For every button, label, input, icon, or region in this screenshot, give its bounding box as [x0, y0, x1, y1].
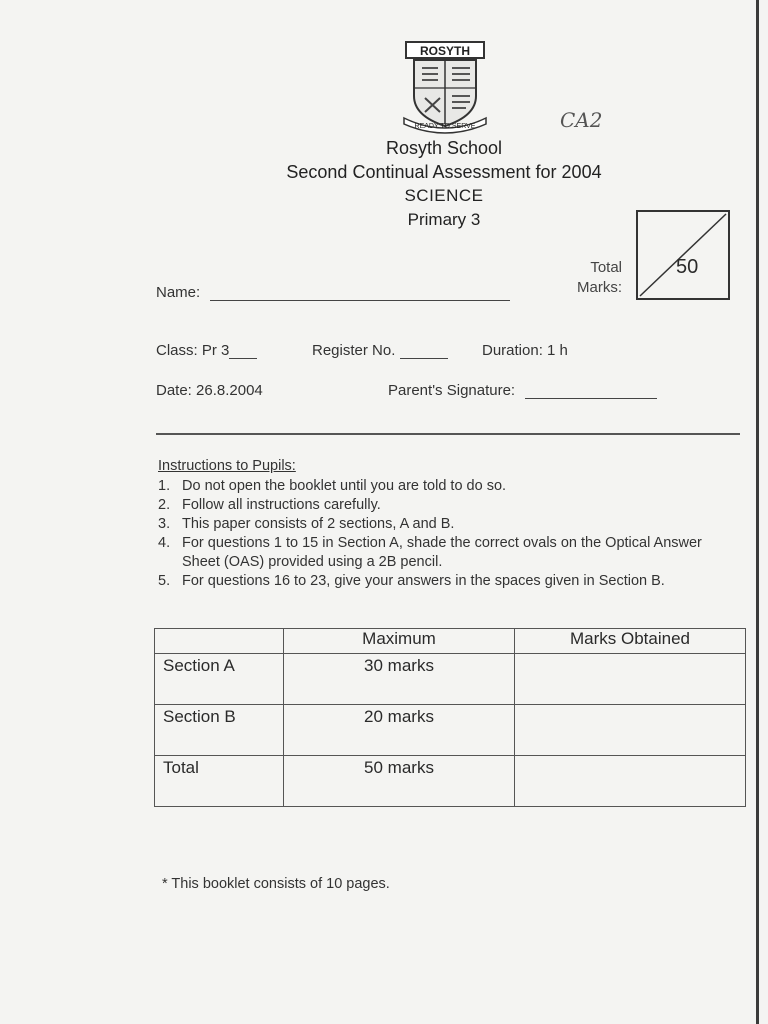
name-field: [156, 284, 510, 301]
obtained-cell[interactable]: [515, 654, 746, 705]
section-cell: Section A: [155, 654, 284, 705]
signature-label: Parent's Signature:: [388, 382, 516, 399]
class-label: Class:: [156, 342, 198, 359]
name-label: Name:: [156, 284, 201, 301]
instruction-item: 5. For questions 16 to 23, give your answers in the spaces given in Section B.: [158, 573, 665, 589]
total-marks-box: [636, 210, 730, 300]
svg-text:ROSYTH: ROSYTH: [419, 44, 471, 58]
handwritten-note: CA2: [560, 108, 603, 132]
date-label: Date:: [156, 382, 192, 399]
instruction-item: 3. This paper consists of 2 sections, A and B.: [158, 516, 455, 532]
total-marks-value: 50: [676, 256, 699, 278]
table-row: [155, 705, 746, 756]
instruction-item: 2. Follow all instructions carefully.: [158, 497, 381, 513]
section-cell: Total: [155, 756, 284, 807]
marks-table: [154, 628, 746, 807]
duration-text: Duration: 1 h: [482, 342, 568, 359]
obtained-cell[interactable]: [515, 705, 746, 756]
class-blank[interactable]: [229, 344, 257, 359]
page-count-footnote: * This booklet consists of 10 pages.: [162, 876, 390, 892]
maximum-cell: 30 marks: [284, 654, 515, 705]
signature-blank[interactable]: [525, 384, 657, 399]
table-row: [155, 756, 746, 807]
svg-text:READY TO SERVE: READY TO SERVE: [414, 123, 476, 130]
instructions-heading: Instructions to Pupils:: [158, 458, 296, 474]
table-header-cell: [155, 629, 284, 654]
table-header-cell: Marks Obtained: [515, 629, 746, 654]
signature-field: [388, 382, 657, 399]
name-blank[interactable]: [210, 284, 510, 301]
total-marks-label: Total Marks:: [577, 259, 622, 296]
obtained-cell[interactable]: [515, 756, 746, 807]
instruction-item: 4. For questions 1 to 15 in Section A, shade the correct ovals on the Optical Answer Sheet (OAS) provided using a 2B pencil.: [158, 535, 702, 570]
maximum-cell: 20 marks: [284, 705, 515, 756]
table-row: [155, 654, 746, 705]
register-blank[interactable]: [400, 344, 448, 359]
instructions-list: [158, 477, 718, 591]
date-value: 26.8.2004: [196, 382, 263, 399]
class-field: [156, 342, 257, 359]
section-cell: Section B: [155, 705, 284, 756]
school-name: Rosyth School: [385, 138, 503, 158]
level-title: Primary 3: [407, 210, 481, 229]
instruction-item: 1. Do not open the booklet until you are told to do so.: [158, 478, 507, 494]
page-edge-rule: [756, 0, 759, 1024]
register-label: Register No.: [312, 342, 396, 359]
maximum-cell: 50 marks: [284, 756, 515, 807]
section-divider: [156, 433, 740, 435]
register-field: [312, 342, 448, 359]
date-field: [156, 382, 263, 399]
assessment-title: Second Continual Assessment for 2004: [286, 162, 602, 182]
school-crest-logo: [400, 38, 490, 134]
subject-title: SCIENCE: [404, 186, 484, 205]
table-header-cell: Maximum: [284, 629, 515, 654]
class-value: Pr 3: [201, 342, 230, 359]
table-header-row: [155, 629, 746, 654]
